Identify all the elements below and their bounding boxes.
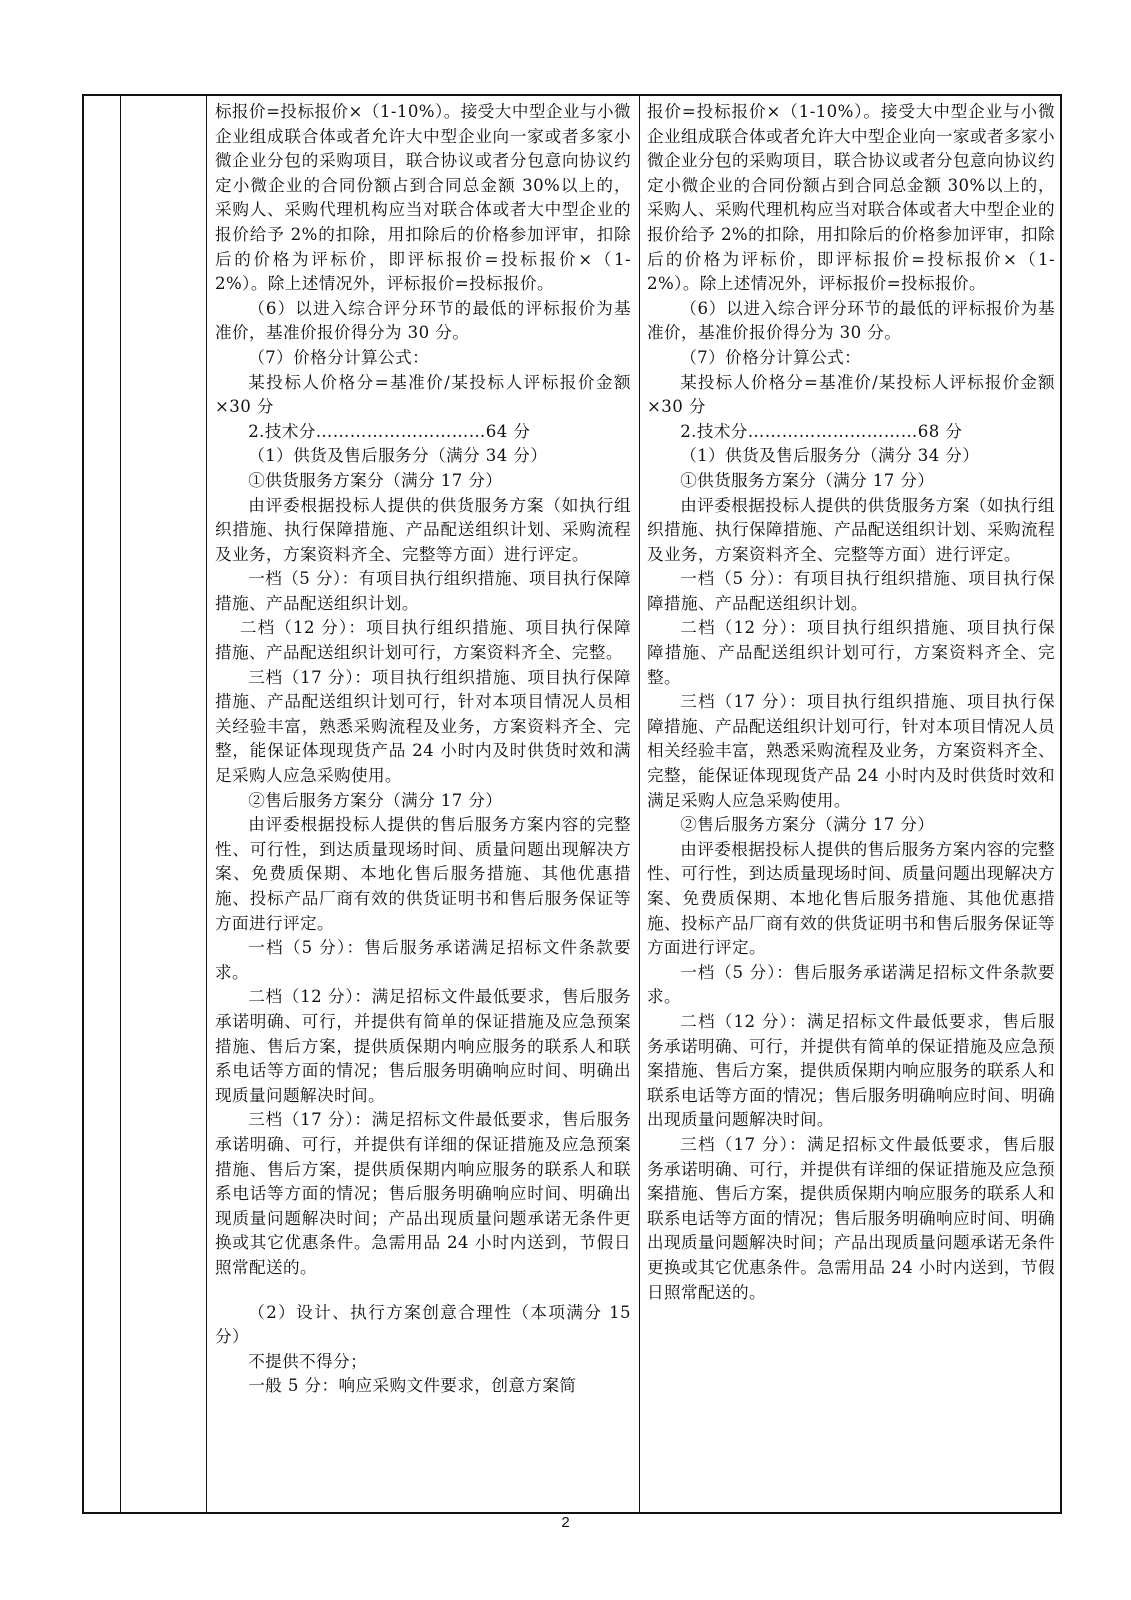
left-paragraph: 标报价=投标报价×（1-10%）。接受大中型企业与小微企业组成联合体或者允许大中型企业向一家或者多家小微企业分包的采购项目，联合协议或者分包意向协议约定小微企业的合同份额占到合同总金额 30%以上的，采购人、采购代理机构应当对联合体或者大中型企业的报价给予 2%的扣除，用扣除后的价格参加评审，扣除后的价格为评标价，即评标报价=投标报价×（1-2%）。除上述情况外，评标报价=投标报价。 xyxy=(215,102,631,294)
right-paragraph: 由评委根据投标人提供的供货服务方案（如执行组织措施、执行保障措施、产品配送组织计划、采购流程及业务，方案资料齐全、完整等方面）进行评定。 xyxy=(647,495,1055,564)
left-paragraph: （1）供货及售后服务分（满分 34 分） xyxy=(248,446,548,466)
right-paragraph: 2.技术分…………………………68 分 xyxy=(680,421,963,441)
left-paragraph: （7）价格分计算公式： xyxy=(248,347,430,367)
right-paragraph: 二档（12 分）：满足招标文件最低要求，售后服务承诺明确、可行，并提供有简单的保证措施及应急预案措施、售后方案，提供质保期内响应服务的联系人和联系电话等方面的情况；售后服务明确响应时间、明确出现质量问题解决时间。 xyxy=(647,1011,1055,1130)
column-divider xyxy=(206,96,207,1512)
left-paragraph: ②售后服务方案分（满分 17 分） xyxy=(248,790,503,810)
right-paragraph: （7）价格分计算公式： xyxy=(680,347,862,367)
left-paragraph: 不提供不得分； xyxy=(248,1351,368,1371)
right-paragraph: 一档（5 分）：有项目执行组织措施、项目执行保障措施、产品配送组织计划。 xyxy=(647,569,1055,613)
left-paragraph: （2）设计、执行方案创意合理性（本项满分 15 分） xyxy=(215,1302,631,1347)
left-paragraph-gap xyxy=(215,1281,631,1301)
left-paragraph: （6）以进入综合评分环节的最低的评标报价为基准价，基准价报价得分为 30 分。 xyxy=(215,298,631,343)
left-paragraph: 由评委根据投标人提供的售后服务方案内容的完整性、可行性，到达质量现场时间、质量问题出现解决方案、免费质保期、本地化售后服务措施、其他优惠措施、投标产品厂商有效的供货证明书和售后服务保证等方面进行评定。 xyxy=(215,815,631,933)
page-number: 2 xyxy=(561,1514,570,1531)
left-paragraph: ①供货服务方案分（满分 17 分） xyxy=(248,470,503,490)
left-paragraph: 二档（12 分）：项目执行组织措施、项目执行保障措施、产品配送组织计划可行，方案资料齐全、完整。 xyxy=(215,618,631,663)
left-paragraph: 二档（12 分）：满足招标文件最低要求，售后服务承诺明确、可行，并提供有简单的保证措施及应急预案措施、售后方案，提供质保期内响应服务的联系人和联系电话等方面的情况；售后服务明确响应时间、明确出现质量问题解决时间。 xyxy=(215,987,631,1105)
left-paragraph: 一般 5 分：响应采购文件要求，创意方案简 xyxy=(248,1376,577,1396)
right-paragraph: 二档（12 分）：项目执行组织措施、项目执行保障措施、产品配送组织计划可行，方案资料齐全、完整。 xyxy=(647,618,1055,687)
original-text-column xyxy=(215,100,631,1399)
right-paragraph: 三档（17 分）：项目执行组织措施、项目执行保障措施、产品配送组织计划可行，针对本项目情况人员相关经验丰富，熟悉采购流程及业务，方案资料齐全、完整，能保证体现现货产品 24 小时内及时供货时效和满足采购人应急采购使用。 xyxy=(647,692,1055,810)
left-paragraph: 三档（17 分）：项目执行组织措施、项目执行保障措施、产品配送组织计划可行，针对本项目情况人员相关经验丰富，熟悉采购流程及业务，方案资料齐全、完整，能保证体现现货产品 24 小时内及时供货时效和满足采购人应急采购使用。 xyxy=(215,667,631,786)
right-paragraph: ②售后服务方案分（满分 17 分） xyxy=(680,815,935,835)
left-paragraph: 2.技术分…………………………64 分 xyxy=(248,421,531,441)
left-paragraph: 由评委根据投标人提供的供货服务方案（如执行组织措施、执行保障措施、产品配送组织计划、采购流程及业务，方案资料齐全、完整等方面）进行评定。 xyxy=(215,495,631,564)
right-paragraph: 某投标人价格分=基准价/某投标人评标报价金额×30 分 xyxy=(647,372,1055,417)
right-paragraph: 三档（17 分）：满足招标文件最低要求，售后服务承诺明确、可行，并提供有详细的保证措施及应急预案措施、售后方案，提供质保期内响应服务的联系人和联系电话等方面的情况；售后服务明确响应时间、明确出现质量问题解决时间；产品出现质量问题承诺无条件更换或其它优惠条件。急需用品 24 小时内送到，节假日照常配送的。 xyxy=(647,1134,1055,1302)
left-paragraph: 三档（17 分）：满足招标文件最低要求，售后服务承诺明确、可行，并提供有详细的保证措施及应急预案措施、售后方案，提供质保期内响应服务的联系人和联系电话等方面的情况；售后服务明确响应时间、明确出现质量问题解决时间；产品出现质量问题承诺无条件更换或其它优惠条件。急需用品 24 小时内送到，节假日照常配送的。 xyxy=(215,1110,631,1277)
right-paragraph: ①供货服务方案分（满分 17 分） xyxy=(680,470,935,490)
right-paragraph: （1）供货及售后服务分（满分 34 分） xyxy=(680,446,980,466)
left-paragraph: 一档（5 分）：售后服务承诺满足招标文件条款要求。 xyxy=(215,938,631,982)
revised-text-column xyxy=(647,100,1055,1305)
left-paragraph: 一档（5 分）：有项目执行组织措施、项目执行保障措施、产品配送组织计划。 xyxy=(215,569,631,613)
column-divider xyxy=(120,96,121,1512)
right-paragraph: 由评委根据投标人提供的售后服务方案内容的完整性、可行性，到达质量现场时间、质量问题出现解决方案、免费质保期、本地化售后服务措施、其他优惠措施、投标产品厂商有效的供货证明书和售后服务保证等方面进行评定。 xyxy=(647,839,1055,958)
right-paragraph: 报价=投标报价×（1-10%）。接受大中型企业与小微企业组成联合体或者允许大中型企业向一家或者多家小微企业分包的采购项目，联合协议或者分包意向协议约定小微企业的合同份额占到合同总金额 30%以上的，采购人、采购代理机构应当对联合体或者大中型企业的报价给予 2%的扣除，用扣除后的价格参加评审，扣除后的价格为评标价，即评标报价=投标报价×（1-2%）。除上述情况外，评标报价=投标报价。 xyxy=(647,102,1055,294)
column-divider xyxy=(639,96,640,1512)
left-paragraph: 某投标人价格分=基准价/某投标人评标报价金额×30 分 xyxy=(215,372,631,417)
comparison-table xyxy=(82,94,1062,1514)
right-paragraph: （6）以进入综合评分环节的最低的评标报价为基准价，基准价报价得分为 30 分。 xyxy=(647,298,1055,343)
right-paragraph: 一档（5 分）：售后服务承诺满足招标文件条款要求。 xyxy=(647,962,1055,1007)
